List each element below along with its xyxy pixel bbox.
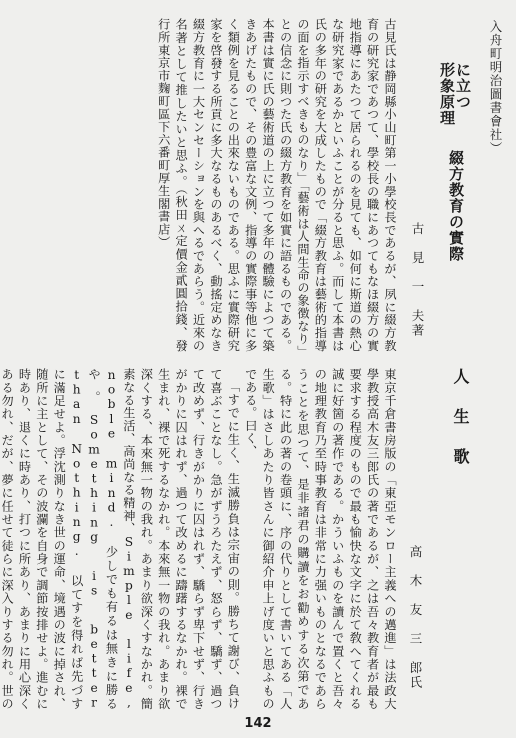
page-number: 142: [244, 716, 272, 731]
review-title-a: 形象原理: [438, 62, 456, 126]
review-author: 古 見 一 夫著: [410, 222, 425, 338]
jinseika-title: 人 生 歌: [451, 368, 470, 468]
review-title-b: に立つ: [454, 62, 472, 110]
review-title-c: 綴方教育の實際: [447, 150, 465, 262]
jinseika-body: 東京千倉書房版の「東亞モンロー主義への邁進」は法政大學教授高木友三郎氏の著であるが、之は吾々教育者が最も要求する程度のもので最も愉快な文字に於て敎へてくれる誠に好箇の著作である。かういふものを讀んで置くと吾々の地理教育乃至時事教育は非常に力强いものとなるであらうことを思つて、是非諸君の購讀をお勸めする次第である。特に此の著の卷頭に、序の代りとして書いてある「人生歌」はさしあたり皆さんに御紹介申上げ度いと思ふものである。曰く、 「すでに生く、生滅勝負は宗宙の則。勝ちて謝び、負けて喜ぶことなし。急がずうろたえず、怒らず、驕ず、過つて改めず、行きがかりに囚はれず、驕らず卑下せず、行きがかりに囚はれず、過つて改めるに躊躇するなかれ。裸で生まれ、裸で死するなかれ。本來無一物の我れ。あまり欲深くする、本來無一物の我れ。あまり欲深くすなかれ。簡素なる生活、高尚なる精神、Simple life, noble mind. 少しでも有るは無きに勝るや。Something is better than Nothing. 以てすを得れば先づすに滿足せよ。浮沈測りなき世の運命、境遇の波に掉され、随所に主として、その波瀾を自身で調節按排せよ。進むに時あり、退くに時あり、打つに所あり、あまりに用心深くある勿れ、だが、夢に任せて徒らに深入りする勿れ。世の: [0, 368, 397, 710]
jinseika-author: 高 木 友 三 郎氏: [408, 545, 423, 690]
publisher-note: 入舟町明治圖書會社）: [488, 20, 503, 155]
review-body: 古見氏は静岡縣小山町第一小學校長であるが、夙に綴方教育の研究家であつて、學校長の職にあつてもなほ綴方の實地指導にあたつて居られるのを見ても、如何に斯道の熱心な研究家であるかといふことが分ると思ふ。而して本書は氏の多年の研究を大成したもので「綴方教育は藝術的指導の面を指示すべきものなり」「藝術は人間生命の象徴なり」との信念に則つた氏の綴方教育を如實に語るものである。本書は實に氏の藝術道の上に立つて多年の體驗によつて築きあげたもので、その豊富な文例、指導の實際事等他に多く類例を見ることの出來ないものである。思ふに實際研究家を啓發する所貢に多大なるものあるべく、動搖定めなき綴方教育に一大センセーションを與へるであらう。近來の名著として推したいと思ふ。（秋田ㄨ定價金貳圓拾錢、發行所東京市麴町區下六番町厚生閣書店）: [156, 18, 397, 352]
